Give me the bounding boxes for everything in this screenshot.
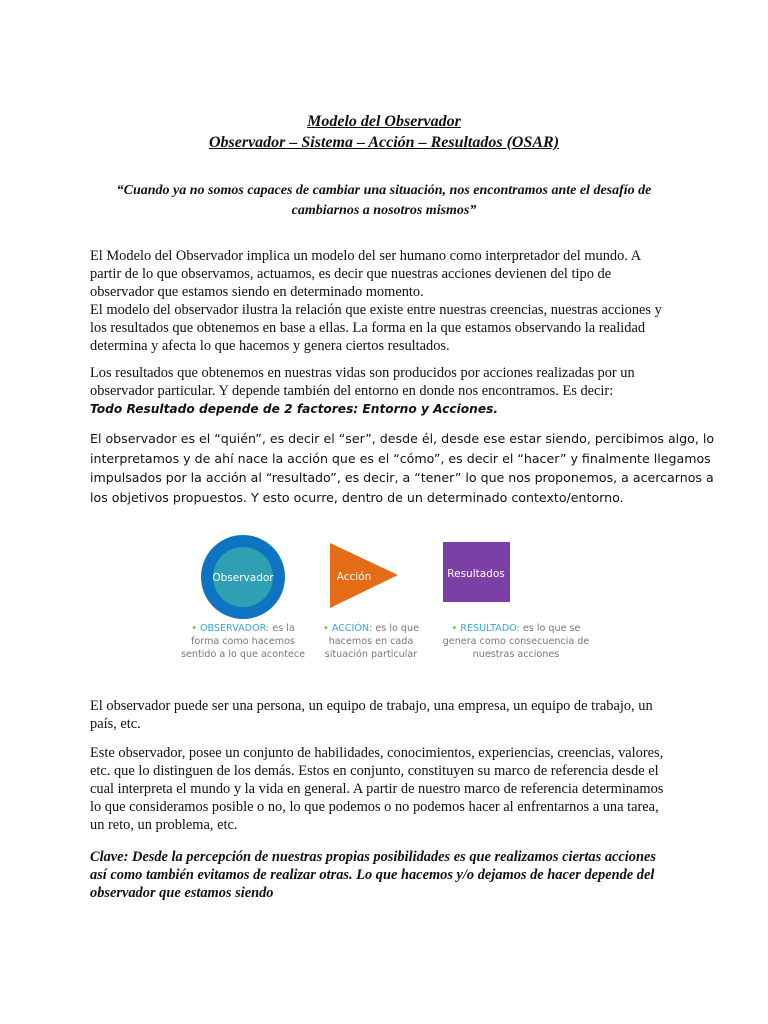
key-statement: Todo Resultado depende de 2 factores: Entorno y Acciones. bbox=[90, 402, 499, 416]
caption-text: hacemos en cada bbox=[328, 636, 414, 647]
text-line: partir de lo que observamos, actuamos, es decir que nuestras acciones devienen del tipo de bbox=[90, 266, 612, 282]
text-line: Clave: Desde la percepción de nuestras propias posibilidades es que realizamos ciertas acciones bbox=[90, 849, 656, 865]
text-line: país, etc. bbox=[90, 716, 141, 732]
paragraph-observer-types bbox=[90, 697, 690, 733]
text-line: impulsados por la acción al “resultado”, es decir, a “tener” lo que nos proponemos, a acercarnos a bbox=[90, 470, 714, 485]
text-line: un reto, un problema, etc. bbox=[90, 817, 238, 833]
accion-caption bbox=[306, 622, 436, 661]
text-line: observador que estamos siendo bbox=[90, 885, 274, 901]
text-line: así como también evitamos de realizar otras. Lo que hacemos y/o dejamos de hacer depende del bbox=[90, 867, 655, 883]
bullet-icon: • bbox=[191, 623, 197, 634]
bullet-icon: • bbox=[451, 623, 458, 634]
accion-triangle bbox=[330, 543, 398, 608]
observador-caption bbox=[168, 622, 318, 661]
caption-text: nuestras acciones bbox=[472, 649, 560, 660]
text-line: los resultados que obtenemos en base a ellas. La forma en la que estamos observando la realidad bbox=[90, 320, 646, 336]
text-line: El observador es el “quién”, es decir el “ser”, desde él, desde ese estar siendo, percibimos algo, lo bbox=[90, 431, 715, 446]
resultado-caption bbox=[436, 622, 596, 661]
accion-label: Acción bbox=[336, 571, 372, 583]
text-line: El observador puede ser una persona, un equipo de trabajo, una empresa, un equipo de trabajo, un bbox=[90, 698, 653, 714]
text-line: Los resultados que obtenemos en nuestras vidas son producidos por acciones realizadas por un bbox=[90, 365, 635, 381]
caption-term: RESULTADO: bbox=[460, 623, 520, 634]
text-line: Este observador, posee un conjunto de habilidades, conocimientos, experiencias, creencias, valores, bbox=[90, 745, 664, 761]
text-line: El Modelo del Observador implica un modelo del ser humano como interpretador del mundo. A bbox=[90, 248, 642, 264]
text-line: determina y afecta lo que hacemos y genera ciertos resultados. bbox=[90, 338, 450, 354]
text-line: los objetivos propuestos. Y esto ocurre, dentro de un determinado contexto/entorno. bbox=[90, 489, 624, 505]
caption-term: ACCIÓN: bbox=[331, 623, 373, 634]
quote-line: cambiarnos a nosotros mismos” bbox=[291, 203, 477, 218]
bullet-icon: • bbox=[323, 623, 329, 634]
caption-text: genera como consecuencia de bbox=[442, 636, 590, 647]
text-line: interpretamos y de ahí nace la acción que es el “cómo”, es decir el “hacer” y finalmente llegamos bbox=[90, 450, 711, 466]
document-subtitle: Observador – Sistema – Acción – Resultados (OSAR) bbox=[208, 134, 560, 151]
paragraph-frame-of-reference bbox=[90, 744, 690, 834]
caption-text: es lo que bbox=[372, 623, 419, 634]
caption-text: situación particular bbox=[324, 649, 418, 660]
text-line: cual interpreta el mundo y la vida en general. A partir de nuestro marco de referencia determinamos bbox=[90, 781, 664, 797]
text-line: observador particular. Y depende también del entorno en donde nos encontramos. Es decir: bbox=[90, 383, 614, 399]
text-line: El modelo del observador ilustra la relación que existe entre nuestras creencias, nuestras acciones y bbox=[90, 302, 662, 318]
text-line: observador que estamos siendo en determinado momento. bbox=[90, 284, 424, 300]
caption-text: es lo que se bbox=[519, 623, 581, 634]
document-title: Modelo del Observador bbox=[307, 113, 461, 130]
caption-text: forma como hacemos bbox=[190, 636, 296, 647]
resultados-label: Resultados bbox=[447, 568, 505, 580]
quote-line: “Cuando ya no somos capaces de cambiar una situación, nos encontramos ante el desafío de bbox=[116, 183, 652, 198]
caption-text: es la bbox=[269, 623, 295, 634]
observador-label: Observador bbox=[212, 572, 274, 584]
caption-term: OBSERVADOR: bbox=[199, 623, 270, 634]
paragraph-key bbox=[90, 848, 690, 902]
text-line: etc. que lo distinguen de los demás. Estos en conjunto, constituyen su marco de referencia desde el bbox=[90, 763, 659, 779]
observador-circle bbox=[201, 535, 285, 619]
resultados-square bbox=[443, 542, 510, 602]
caption-text: sentido a lo que acontece bbox=[181, 649, 305, 660]
text-line: lo que consideramos posible o no, lo que podemos o no podemos hacer al enfrentarnos a una tarea, bbox=[90, 799, 659, 815]
